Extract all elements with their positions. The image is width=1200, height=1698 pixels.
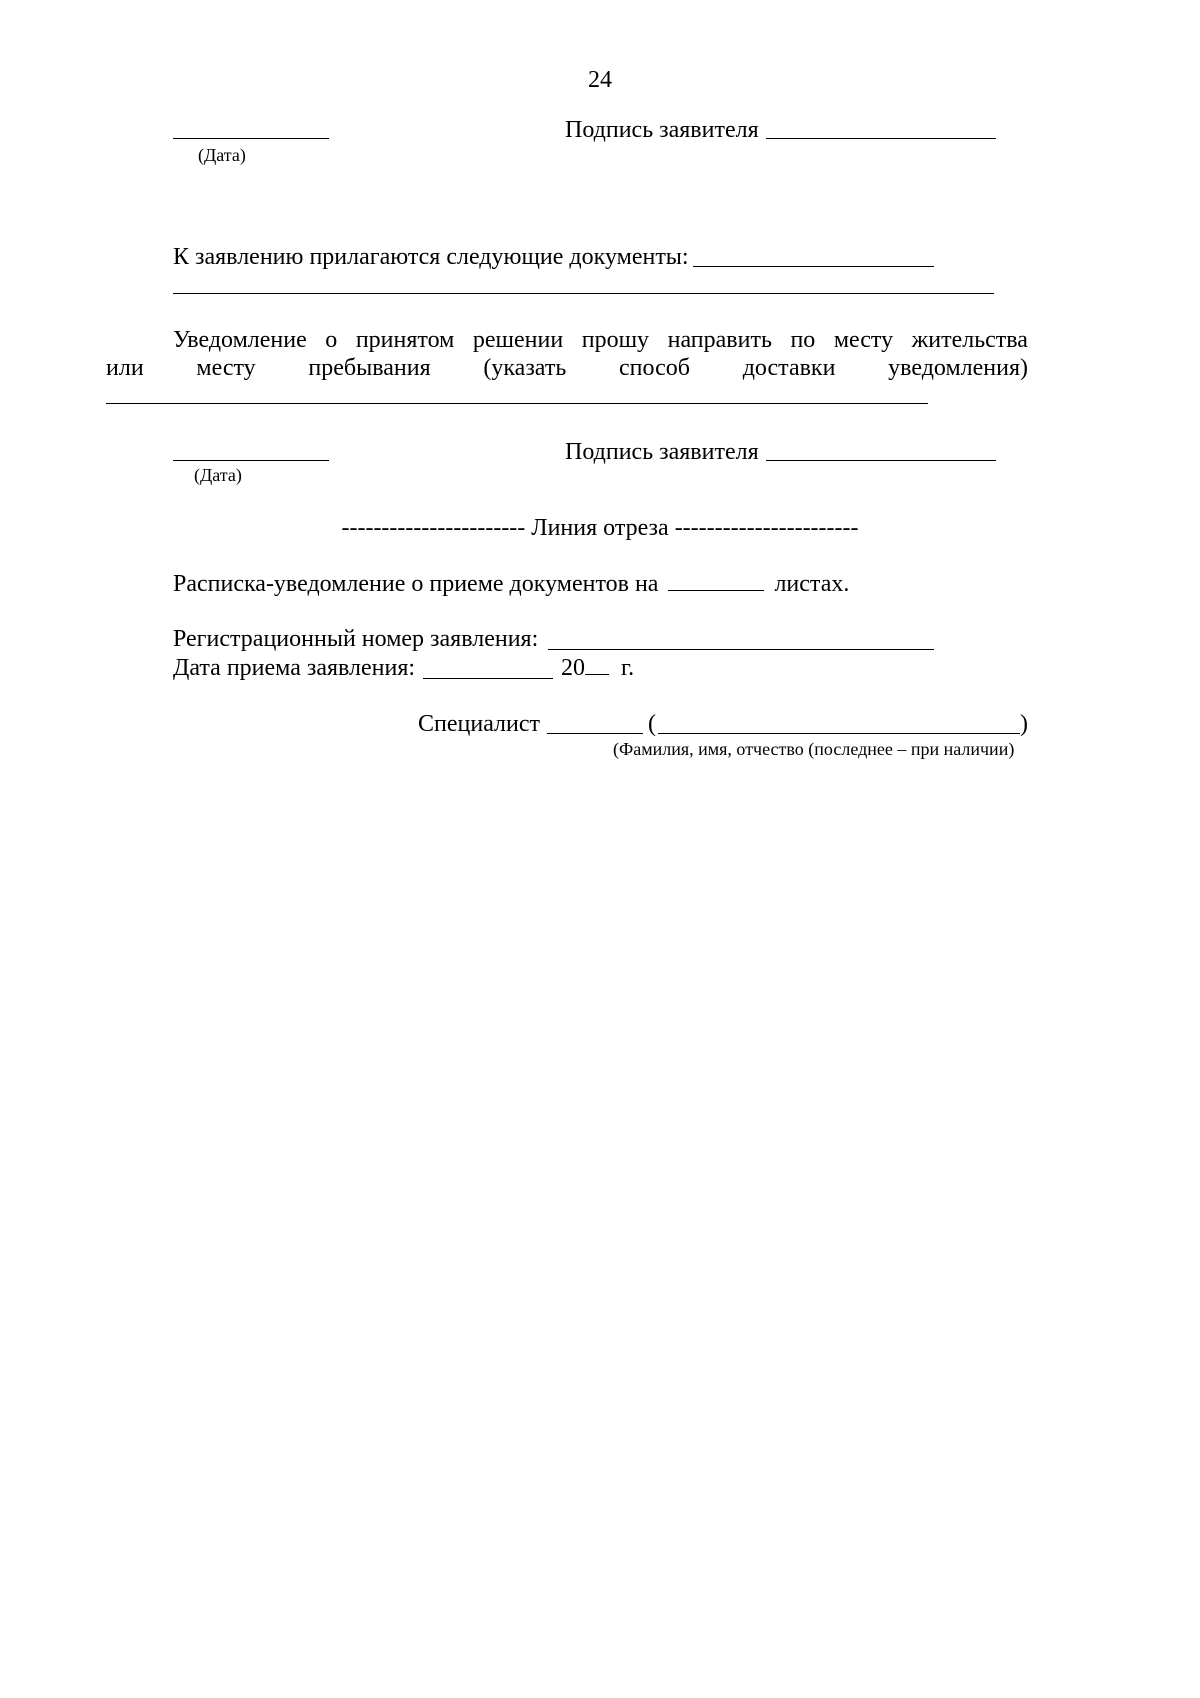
notification-line-1-word: месту: [833, 327, 894, 353]
receipt-date-row: [173, 656, 415, 680]
receipt-date-field[interactable]: [423, 678, 553, 679]
specialist-signature-field[interactable]: [547, 733, 643, 734]
date-line-2[interactable]: [173, 460, 329, 461]
date-caption-2: (Дата): [194, 465, 242, 485]
attachments-line-2[interactable]: [173, 293, 994, 294]
notification-line-1-word: о: [325, 327, 338, 353]
notification-line-1-word: принятом: [355, 327, 455, 353]
notification-line-2-word: (указать: [483, 355, 567, 381]
page-number: 24: [588, 67, 612, 93]
sheet-count-field[interactable]: [668, 589, 764, 591]
signature-line-2[interactable]: [766, 460, 996, 461]
signature-label-2: [565, 440, 759, 464]
notification-line-2-word: способ: [619, 355, 690, 381]
specialist-close-paren: ): [1020, 711, 1028, 737]
notification-line-1-word: жительства: [911, 327, 1028, 353]
notification-line-1-word: решении: [472, 327, 564, 353]
reg-number-row: [173, 627, 538, 651]
reg-number-field[interactable]: [548, 649, 934, 650]
notification-line-2-word: доставки: [742, 355, 836, 381]
notification-line-2-word: пребывания: [308, 355, 431, 381]
notification-line-2-word: месту: [196, 355, 256, 381]
cut-line-right-dashes: -----------------------: [674, 515, 859, 541]
receipt-year: [561, 656, 634, 680]
signature-line-1[interactable]: [766, 138, 996, 139]
cut-line-label: Линия отреза: [531, 515, 669, 541]
specialist-open-paren: (: [648, 711, 656, 737]
notification-line-2-word: или: [106, 355, 144, 381]
specialist-label: Специалист: [418, 711, 541, 737]
reg-number-label: Регистрационный номер заявления:: [173, 626, 539, 652]
specialist-name-field[interactable]: [658, 733, 1020, 734]
signature-label-text-2: Подпись заявителя: [565, 439, 759, 465]
date-line-1[interactable]: [173, 138, 329, 139]
year-prefix: 20: [561, 655, 585, 681]
receipt-line: [173, 572, 849, 596]
year-suffix: г.: [621, 655, 635, 681]
attachments-label: К заявлению прилагаются следующие документы:: [173, 244, 689, 270]
notification-line-1-word: по: [790, 327, 816, 353]
signature-label-1: [565, 118, 759, 142]
notification-line-1-word: Уведомление: [173, 327, 307, 353]
cut-line: [0, 516, 1200, 540]
notification-line-1: [173, 328, 1028, 352]
notification-line-1-word: направить: [667, 327, 772, 353]
signature-label-text-1: Подпись заявителя: [565, 117, 759, 143]
date-caption-1: (Дата): [198, 145, 246, 165]
receipt-date-label: Дата приема заявления:: [173, 655, 416, 681]
receipt-prefix: Расписка-уведомление о приеме документов на: [173, 571, 659, 597]
notification-line-1-word: прошу: [581, 327, 650, 353]
cut-line-left-dashes: -----------------------: [341, 515, 526, 541]
specialist-caption: (Фамилия, имя, отчество (последнее – при наличии): [613, 739, 1015, 759]
year-field[interactable]: [585, 673, 609, 675]
notification-line-2: [106, 356, 1028, 380]
notification-delivery-line[interactable]: [106, 403, 928, 404]
notification-line-2-word: уведомления): [888, 355, 1028, 381]
receipt-suffix: листах.: [774, 571, 850, 597]
attachments-line-1[interactable]: [693, 266, 934, 267]
